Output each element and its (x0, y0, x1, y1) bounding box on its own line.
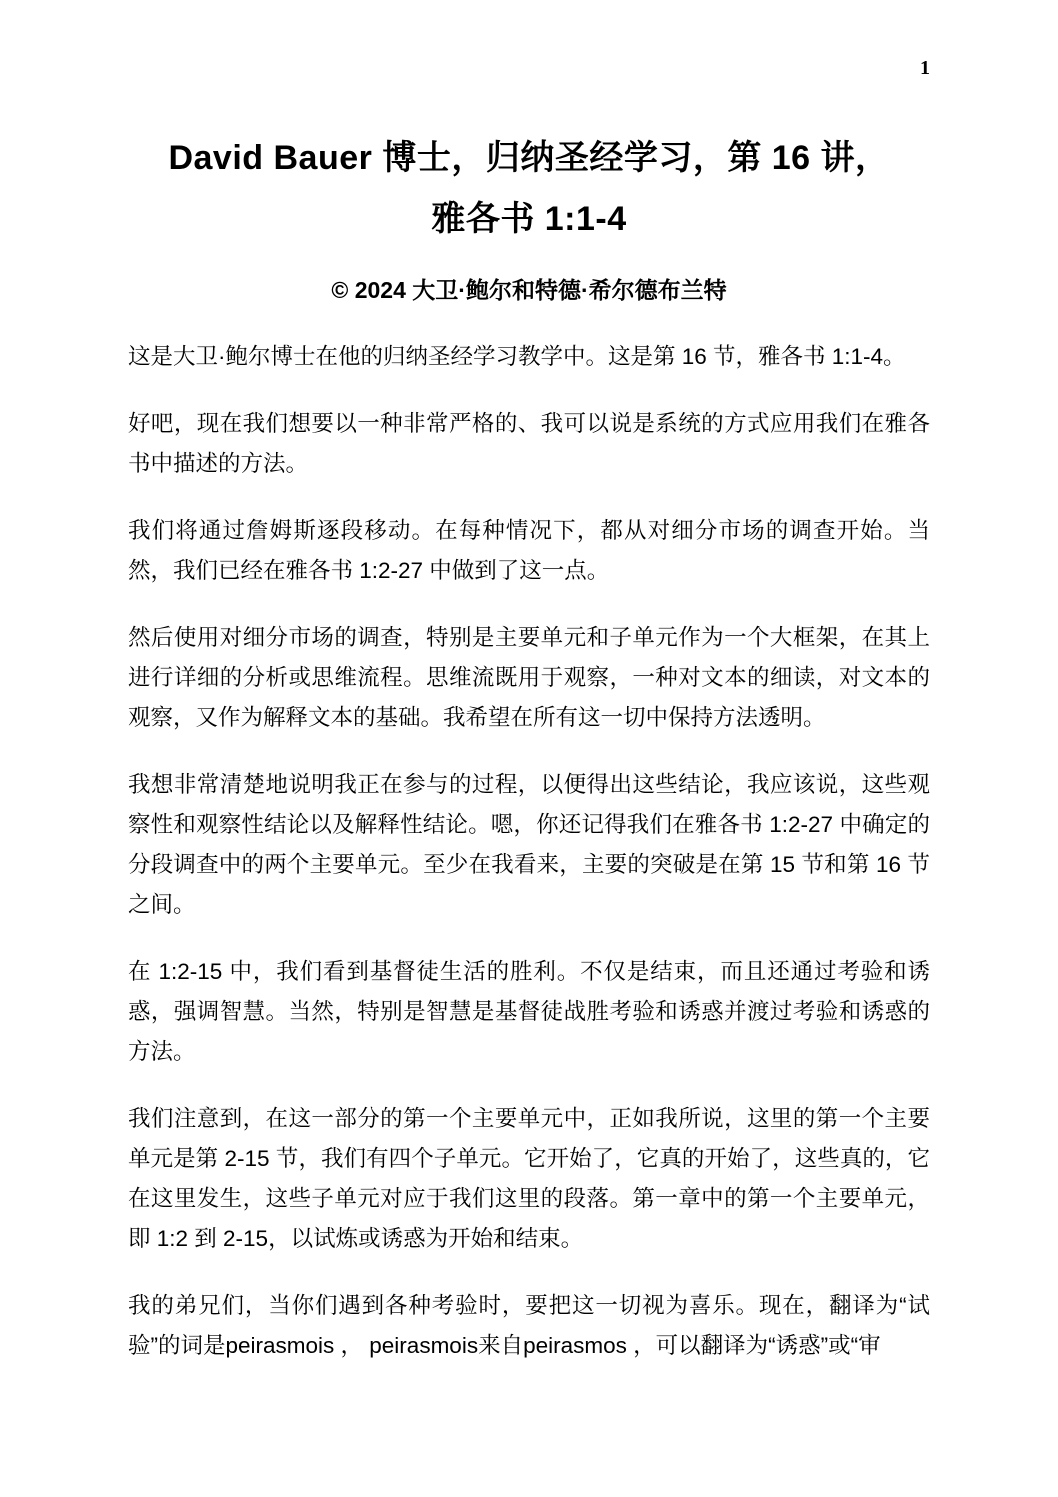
document-body (128, 337, 930, 1366)
paragraph-6: 在 1:2-15 中，我们看到基督徒生活的胜利。不仅是结束，而且还通过考验和诱惑，强调智慧。当然，特别是智慧是基督徒战胜考验和诱惑并渡过考验和诱惑的方法。 (128, 958, 930, 1064)
paragraph-8: 我的弟兄们，当你们遇到各种考验时，要把这一切视为喜乐。现在，翻译为“试验”的词是peirasmois ， peirasmois来自peirasmos ，可以翻译为“诱惑”或“审 (128, 1292, 930, 1358)
title-line-1: David Bauer 博士，归纳圣经学习，第 16 讲， (168, 139, 890, 177)
paragraph-2: 好吧，现在我们想要以一种非常严格的、我可以说是系统的方式应用我们在雅各书中描述的方法。 (128, 410, 930, 476)
paragraph-7: 我们注意到，在这一部分的第一个主要单元中，正如我所说，这里的第一个主要单元是第 2-15 节，我们有四个子单元。它开始了，它真的开始了，这些真的，它在这里发生，这些子单元对应于我们这里的段落。第一章中的第一个主要单元，即 1:2 到 2-15，以试炼或诱惑为开始和结束。 (128, 1105, 930, 1251)
paragraph-5: 我想非常清楚地说明我正在参与的过程，以便得出这些结论，我应该说，这些观察性和观察性结论以及解释性结论。嗯，你还记得我们在雅各书 1:2-27 中确定的分段调查中的两个主要单元。至少在我看来，主要的突破是在第 15 节和第 16 节之间。 (128, 771, 930, 917)
paragraph-1: 这是大卫·鲍尔博士在他的归纳圣经学习教学中。这是第 16 节，雅各书 1:1-4。 (128, 343, 906, 369)
paragraph-3: 我们将通过詹姆斯逐段移动。在每种情况下，都从对细分市场的调查开始。当然，我们已经在雅各书 1:2-27 中做到了这一点。 (128, 517, 930, 583)
page-number: 1 (920, 57, 930, 79)
copyright-line: © 2024 大卫·鲍尔和特德·希尔德布兰特 (331, 276, 727, 303)
paragraph-4: 然后使用对细分市场的调查，特别是主要单元和子单元作为一个大框架，在其上进行详细的分析或思维流程。思维流既用于观察，一种对文本的细读，对文本的观察，又作为解释文本的基础。我希望在所有这一切中保持方法透明。 (128, 624, 930, 730)
title-line-2: 雅各书 1:1-4 (431, 200, 627, 238)
document-title (128, 128, 930, 250)
